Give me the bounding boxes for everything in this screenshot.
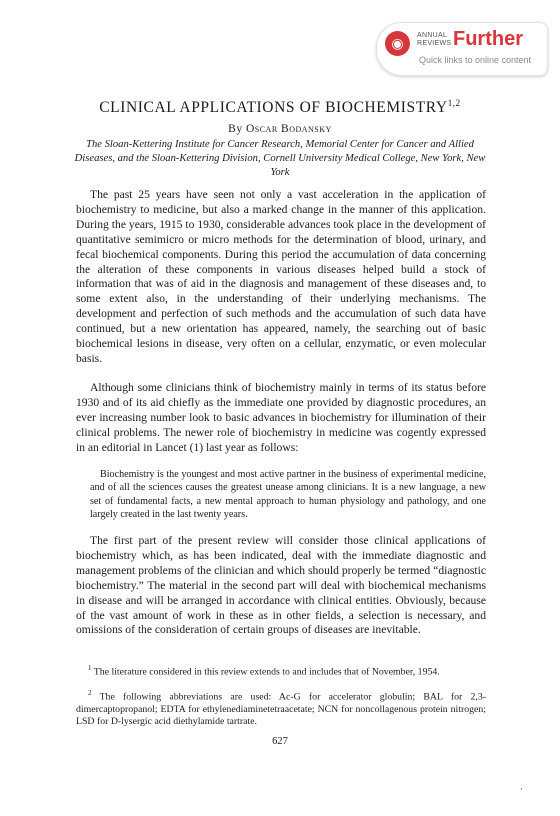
page-number: 627 [272,736,288,747]
paragraph-3: The first part of the present review will consider those clinical applications of biochemistry which, as has been indicated, deal with the immediate diagnostic and management problems of the clinician and which should properly be termed “diagnostic biochemistry.” The material in the second part will deal with biochemical mechanisms in disease and will be arranged in accordance with clinical entities. Obviously, because of the vast amount of work in these as in other fields, a selection is necessary, and omissions of the consideration of certain groups of diseases are inevitable. [76,534,486,637]
by-label: By [228,123,243,135]
author-name: Oscar Bodansky [245,123,332,135]
article-title: CLINICAL APPLICATIONS OF BIOCHEMISTRY$^{1,2}$ [99,98,461,117]
footnote-mark: 1 [88,664,92,672]
footnote-1: $^1$ The literature considered in this review extends to and includes that of November, 1954. [88,664,440,678]
annual-reviews-label: ANNUAL REVIEWS [417,32,452,47]
title-footnote-marks[interactable]: 1,2 [447,98,461,108]
quick-links-label: Quick links to online content [419,55,532,65]
annual-reviews-logo-icon: ◉ [385,31,410,56]
paragraph-1: The past 25 years have seen not only a vast acceleration in the application of biochemistry to medicine, but also a marked change in the manner of this application. During the years, 1915 to 1930, considerable advances took place in the development of quantitative semimicro or micro methods for the determination of blood, urinary, and fecal biochemical components. During this period the accumulation of data concerning the alteration of these components in various diseases helped build a stock of information that was of aid in the diagnosis and management of these diseases and, to some extent also, in the understanding of their underlying mechanisms. The development and perfection of such methods and the accumulation of such data have continued, but a new orientation has appeared, namely, the searching out of basic biochemical lesions in disease, very often on a cellular, enzymatic, or even molecular basis. [76,188,486,365]
paragraph-2: Although some clinicians think of biochemistry mainly in terms of its status before 1930 and of its aid chiefly as the immediate one provided by diagnostic procedures, an ever increasing number look to basic advances in biochemistry for illumination of their clinical problems. The newer role of biochemistry in medicine was cogently expressed in an editorial in Lancet (1) last year as follows: [76,381,486,454]
footnote-mark: 2 [88,689,92,697]
block-quote: Biochemistry is the youngest and most active partner in the business of experimental medicine, and of all the sciences causes the greatest unease among clinicians. It is a new language, a new set of fundamental facts, a new mental approach to human physiology and pathology, and one largely created in the last twenty years. [90,469,486,520]
further-links-badge[interactable] [376,22,548,76]
further-label: Further [453,28,523,50]
scan-mark [521,788,522,790]
footnote-2: $^2$ The following abbreviations are used: Ac-G for accelerator globulin; BAL for 2,3-dimercaptopropanol; EDTA for ethylenediaminetetraacetate; NCN for noncollagenous protein nitrogen; LSD for D-lysergic acid diethylamide tartrate. [76,689,486,728]
author-byline [0,122,560,136]
author-affiliation: The Sloan-Kettering Institute for Cancer Research, Memorial Center for Cancer and Allied Diseases, and the Sloan-Kettering Division, Cornell University Medical College, New York, New York [74,139,486,178]
